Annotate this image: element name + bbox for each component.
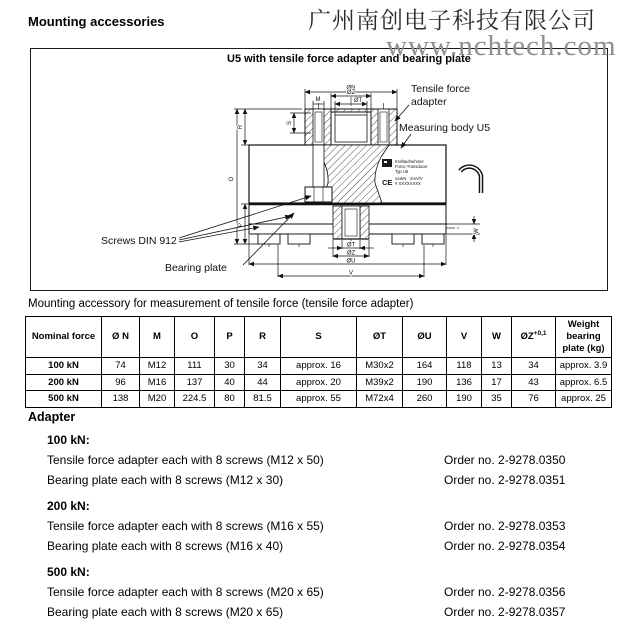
cell: 30	[215, 357, 245, 374]
cell: approx. 6.5	[556, 374, 612, 391]
callout-bearing-plate: Bearing plate	[165, 262, 227, 274]
cell: 17	[482, 374, 512, 391]
cell: approx. 55	[281, 391, 357, 408]
dim-s: S	[287, 120, 293, 126]
adapter-item-text: Tensile force adapter each with 8 screws (M20 x 65)	[47, 585, 324, 599]
adapter-group-label: 200 kN:	[47, 499, 90, 513]
dimensions-table	[25, 316, 612, 408]
adapter-item	[28, 582, 608, 602]
adapter-item	[28, 450, 608, 470]
callout-tensile-force-line1: Tensile force	[411, 83, 470, 95]
cell: 43	[512, 374, 556, 391]
dim-t-bottom: ØT	[346, 242, 356, 249]
cell: M30x2	[357, 357, 403, 374]
table-row	[26, 357, 612, 374]
callout-screws: Screws DIN 912	[101, 235, 177, 247]
adapter-item	[28, 516, 608, 536]
cell: 164	[403, 357, 447, 374]
cell: 76	[512, 391, 556, 408]
adapter-item-text: Tensile force adapter each with 8 screws (M12 x 50)	[47, 453, 324, 467]
col-header: V	[447, 317, 482, 358]
dim-m: M	[315, 97, 321, 103]
adapter-group-label: 500 kN:	[47, 565, 90, 579]
nameplate-line2: Force Transducer	[395, 164, 428, 169]
adapter-item-text: Bearing plate each with 8 screws (M20 x 65)	[47, 605, 284, 619]
cell: 190	[447, 391, 482, 408]
order-number: Order no. 2-9278.0353	[444, 519, 566, 533]
dim-u: ØU	[346, 258, 356, 265]
table-header-row	[26, 317, 612, 358]
adapter-item-text: Tensile force adapter each with 8 screws (M16 x 55)	[47, 519, 324, 533]
cell: 34	[245, 357, 281, 374]
col-header: M	[140, 317, 175, 358]
dim-z-top: ØZ	[346, 90, 356, 96]
diagram-title: U5 with tensile force adapter and bearing plate	[227, 53, 471, 65]
adapter-item	[28, 470, 608, 490]
cell: 190	[403, 374, 447, 391]
order-number: Order no. 2-9278.0350	[444, 453, 566, 467]
col-header: ØT	[357, 317, 403, 358]
cell: 44	[245, 374, 281, 391]
cell: 200 kN	[26, 374, 102, 391]
table-caption: Mounting accessory for measurement of tensile force (tensile force adapter)	[28, 298, 414, 310]
cell: 34	[512, 357, 556, 374]
cell: 81.5	[245, 391, 281, 408]
col-header: $ØZ^{+0,1}$	[512, 317, 556, 358]
cell: M12	[140, 357, 175, 374]
cell: 137	[175, 374, 215, 391]
technical-drawing	[31, 49, 607, 288]
cell: 80	[215, 391, 245, 408]
bearing-plate-group	[249, 204, 446, 244]
cell: 260	[403, 391, 447, 408]
dim-o: O	[229, 176, 235, 182]
cell: 224.5	[175, 391, 215, 408]
ce-mark: CE	[382, 178, 393, 187]
nameplate-line3: Typ U5	[395, 169, 409, 174]
technical-drawing-frame	[30, 48, 608, 291]
adapter-item-text: Bearing plate each with 8 screws (M16 x 40)	[47, 539, 284, 553]
col-header: Ø N	[102, 317, 140, 358]
cell: 118	[447, 357, 482, 374]
dim-v: V	[348, 270, 354, 277]
dim-p: P	[238, 222, 244, 228]
measuring-body	[249, 145, 481, 203]
adapter-item	[28, 602, 608, 622]
col-header: Weight bearing plate (kg)	[556, 317, 612, 358]
company-watermark: 广州南创电子科技有限公司	[308, 8, 596, 34]
dim-n: ØN	[346, 85, 356, 92]
col-header: W	[482, 317, 512, 358]
dim-z-bottom: ØZ	[346, 250, 356, 257]
col-header: S	[281, 317, 357, 358]
table-row	[26, 391, 612, 408]
cell: 74	[102, 357, 140, 374]
cell: 13	[482, 357, 512, 374]
nameplate-line4: xxxkN · 2mV/V	[395, 176, 423, 181]
adapter-heading: Adapter	[28, 410, 76, 424]
cell: 96	[102, 374, 140, 391]
cell: 40	[215, 374, 245, 391]
cell: 138	[102, 391, 140, 408]
col-header: R	[245, 317, 281, 358]
cell: approx. 3.9	[556, 357, 612, 374]
page-title: Mounting accessories	[28, 14, 165, 29]
cell: M72x4	[357, 391, 403, 408]
adapter-section	[28, 410, 608, 622]
dim-r: R	[238, 124, 244, 130]
cell: M39x2	[357, 374, 403, 391]
callout-measuring-body: Measuring body U5	[399, 122, 491, 134]
cell: 111	[175, 357, 215, 374]
cell: approx. 20	[281, 374, 357, 391]
order-number: Order no. 2-9278.0351	[444, 473, 566, 487]
adapter-item	[28, 536, 608, 556]
cell: 500 kN	[26, 391, 102, 408]
cell: 35	[482, 391, 512, 408]
order-number: Order no. 2-9278.0357	[444, 605, 566, 619]
col-header: O	[175, 317, 215, 358]
cell: 136	[447, 374, 482, 391]
order-number: Order no. 2-9278.0356	[444, 585, 566, 599]
cell: approx. 25	[556, 391, 612, 408]
dim-t-top: ØT	[353, 98, 363, 104]
col-header: Nominal force	[26, 317, 102, 358]
cell: 100 kN	[26, 357, 102, 374]
nameplate-line1: Kraftaufnehmer	[395, 159, 424, 164]
nameplate-line5: # XXXXXXXX	[395, 181, 421, 186]
col-header: P	[215, 317, 245, 358]
table-row	[26, 374, 612, 391]
adapter-item-text: Bearing plate each with 8 screws (M12 x 30)	[47, 473, 284, 487]
dim-w: W	[474, 228, 480, 234]
col-header: ØU	[403, 317, 447, 358]
cell: M20	[140, 391, 175, 408]
tensile-adapter-block	[305, 109, 397, 145]
adapter-group-label: 100 kN:	[47, 433, 90, 447]
order-number: Order no. 2-9278.0354	[444, 539, 566, 553]
cell: M16	[140, 374, 175, 391]
callout-tensile-force-line2: adapter	[411, 96, 447, 108]
url-watermark: www.nchtech.com	[386, 30, 617, 62]
cell: approx. 16	[281, 357, 357, 374]
